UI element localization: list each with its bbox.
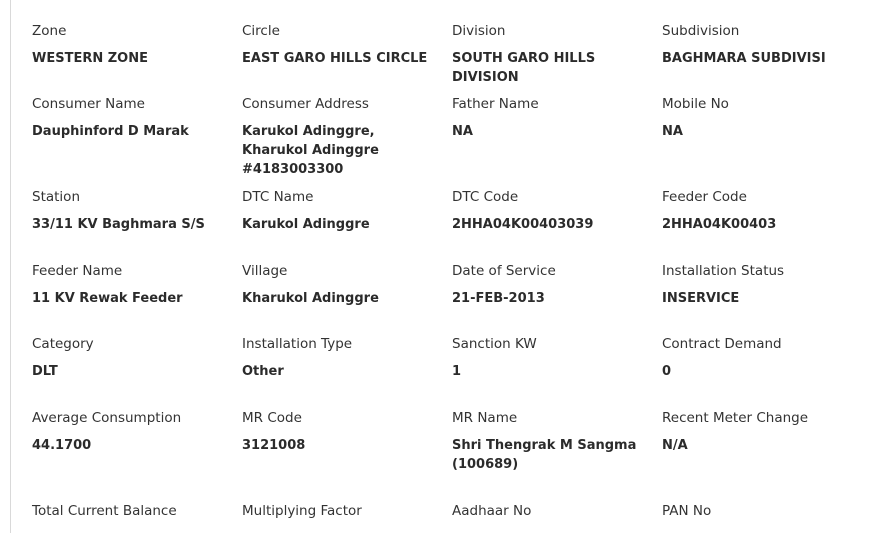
field-value: 1 [452, 364, 462, 379]
field-dtc-code [452, 188, 662, 262]
field-installation-type [242, 335, 452, 409]
field-value: EAST GARO HILLS CIRCLE [242, 51, 428, 66]
field-label: Installation Type [242, 336, 353, 352]
field-father-name [452, 95, 662, 188]
field-label: Circle [242, 23, 280, 39]
field-value: SOUTH GARO HILLS DIVISION [452, 51, 596, 85]
field-mobile-no [662, 95, 872, 188]
field-contract-demand [662, 335, 872, 409]
field-label: Average Consumption [32, 410, 182, 426]
field-value: 3121008 [242, 438, 306, 453]
field-label: Installation Status [662, 263, 785, 279]
field-value: N/A [662, 438, 688, 453]
field-label: Category [32, 336, 94, 352]
field-category [32, 335, 242, 409]
field-value: Other [242, 364, 284, 379]
field-label: DTC Code [452, 189, 519, 205]
field-total-current-balance [32, 502, 242, 542]
field-label: Station [32, 189, 80, 205]
field-value: Karukol Adinggre [242, 217, 370, 232]
field-label: Consumer Address [242, 96, 369, 112]
field-value: INSERVICE [662, 291, 740, 306]
field-installation-status [662, 262, 872, 335]
field-value: 44.1700 [32, 438, 92, 453]
field-label: Date of Service [452, 263, 556, 279]
field-label: Feeder Name [32, 263, 123, 279]
consumer-details-grid [32, 22, 872, 542]
field-label: Multiplying Factor [242, 503, 362, 519]
field-pan-no [662, 502, 872, 542]
field-mr-name [452, 409, 662, 502]
field-multiplying-factor [242, 502, 452, 542]
field-label: Father Name [452, 96, 539, 112]
field-feeder-name [32, 262, 242, 335]
field-mr-code [242, 409, 452, 502]
consumer-details-panel [10, 0, 826, 533]
field-consumer-address [242, 95, 452, 188]
field-value: 11 KV Rewak Feeder [32, 291, 183, 306]
field-circle [242, 22, 452, 95]
field-label: DTC Name [242, 189, 314, 205]
field-label: Contract Demand [662, 336, 782, 352]
field-zone [32, 22, 242, 95]
field-label: Recent Meter Change [662, 410, 809, 426]
field-label: Feeder Code [662, 189, 747, 205]
field-value: 2HHA04K00403 [662, 217, 777, 232]
field-value: 2HHA04K00403039 [452, 217, 594, 232]
field-value: Shri Thengrak M Sangma (100689) [452, 438, 637, 472]
field-label: Sanction KW [452, 336, 537, 352]
field-label: Village [242, 263, 288, 279]
field-value: DLT [32, 364, 58, 379]
field-value: 33/11 KV Baghmara S/S [32, 217, 205, 232]
field-aadhaar-no [452, 502, 662, 542]
field-division [452, 22, 662, 95]
field-village [242, 262, 452, 335]
field-value: NA [662, 124, 683, 139]
field-value: WESTERN ZONE [32, 51, 148, 66]
field-value: Kharukol Adinggre [242, 291, 379, 306]
field-label: Mobile No [662, 96, 729, 112]
field-label: Total Current Balance [32, 503, 177, 519]
field-feeder-code [662, 188, 872, 262]
field-consumer-name [32, 95, 242, 188]
field-label: MR Name [452, 410, 518, 426]
field-recent-meter-change [662, 409, 872, 502]
field-value: NA [452, 124, 473, 139]
field-label: Zone [32, 23, 67, 39]
field-average-consumption [32, 409, 242, 502]
field-value: Karukol Adinggre, Kharukol Adinggre #4183003300 [242, 124, 379, 177]
field-value: Dauphinford D Marak [32, 124, 189, 139]
field-station [32, 188, 242, 262]
field-label: Division [452, 23, 506, 39]
field-dtc-name [242, 188, 452, 262]
field-label: MR Code [242, 410, 302, 426]
field-subdivision [662, 22, 872, 95]
field-label: PAN No [662, 503, 712, 519]
field-label: Aadhaar No [452, 503, 532, 519]
field-label: Consumer Name [32, 96, 145, 112]
field-value: 21-FEB-2013 [452, 291, 545, 306]
field-date-of-service [452, 262, 662, 335]
field-label: Subdivision [662, 23, 740, 39]
field-sanction-kw [452, 335, 662, 409]
field-value: BAGHMARA SUBDIVISI [662, 51, 826, 66]
field-value: 0 [662, 364, 672, 379]
